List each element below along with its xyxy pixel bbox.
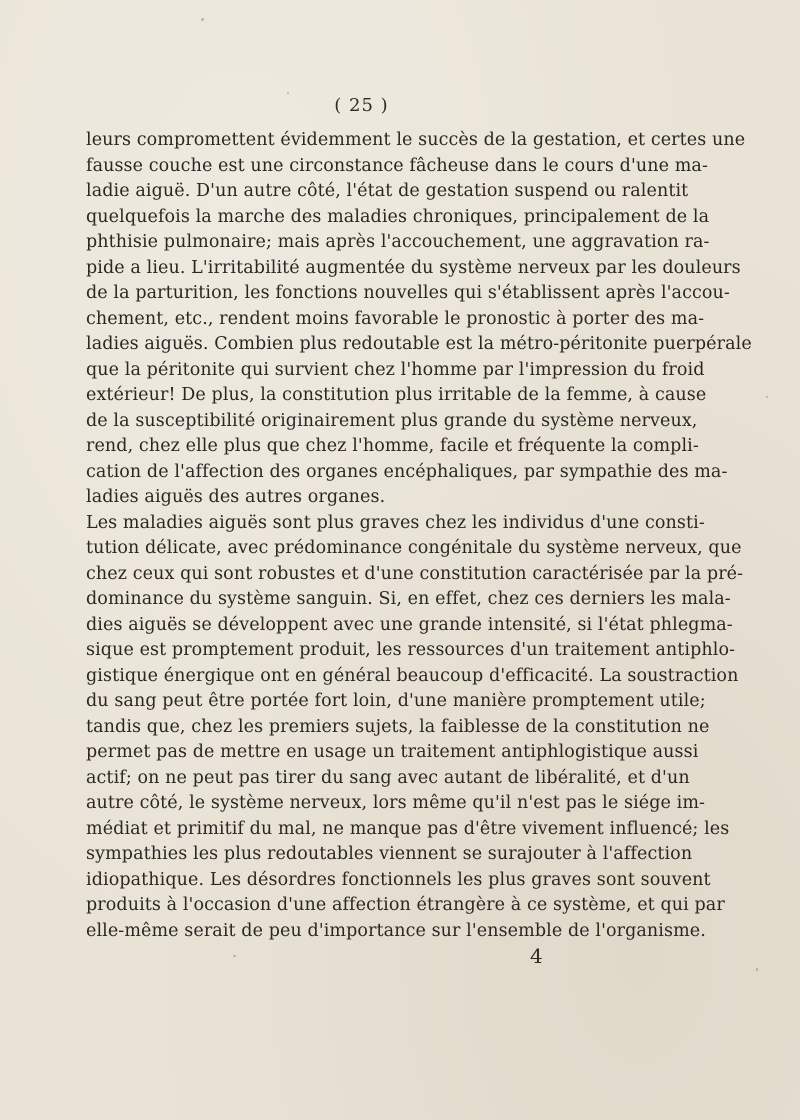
text-line: sympathies les plus redoutables viennent se surajouter à l'affection xyxy=(86,844,693,864)
text-line: de la parturition, les fonctions nouvelles qui s'établissent après l'accou- xyxy=(86,283,730,303)
text-line: tution délicate, avec prédominance congénitale du système nerveux, que xyxy=(86,538,742,558)
paragraph-start-line xyxy=(86,511,705,537)
text-line: dominance du système sanguin. Si, en effet, chez ces derniers les mala- xyxy=(86,589,731,609)
text-line: pide a lieu. L'irritabilité augmentée du système nerveux par les douleurs xyxy=(86,257,741,278)
text-line: de la susceptibilité originairement plus grande du système nerveux, xyxy=(86,410,698,431)
text-line: produits à l'occasion d'une affection étrangère à ce système, et qui par xyxy=(86,895,725,915)
text-line: phthisie pulmonaire; mais après l'accouchement, une aggravation ra- xyxy=(86,232,710,252)
text-line: autre côté, le système nerveux, lors même qu'il n'est pas le siége im- xyxy=(86,793,706,813)
paper-speck xyxy=(287,92,289,94)
text-line: actif; on ne peut pas tirer du sang avec autant de libéralité, et d'un xyxy=(86,767,690,788)
text-line: quelquefois la marche des maladies chroniques, principalement de la xyxy=(86,206,710,227)
text-line: médiat et primitif du mal, ne manque pas d'être vivement influencé; les xyxy=(86,818,730,839)
text-line: gistique énergique ont en général beaucoup d'efficacité. La soustraction xyxy=(86,665,739,686)
text-line: idiopathique. Les désordres fonctionnels les plus graves sont souvent xyxy=(86,869,711,890)
text-line: ladies aiguës. Combien plus redoutable est la métro-péritonite puerpérale xyxy=(86,334,752,354)
signature-mark: 4 xyxy=(530,944,543,968)
text-line-content: Les maladies aiguës sont plus graves chez les individus d'une consti- xyxy=(86,512,705,533)
paper-speck xyxy=(201,18,204,21)
text-line: chez ceux qui sont robustes et d'une constitution caractérisée par la pré- xyxy=(86,563,744,584)
text-line: rend, chez elle plus que chez l'homme, facile et fréquente la compli- xyxy=(86,436,699,456)
text-line: cation de l'affection des organes encéphaliques, par sympathie des ma- xyxy=(86,461,728,482)
text-line: dies aiguës se développent avec une grande intensité, si l'état phlegma- xyxy=(86,614,733,635)
text-line: leurs compromettent évidemment le succès de la gestation, et certes une xyxy=(86,130,746,150)
paper-speck xyxy=(756,968,758,971)
page-number: ( 25 ) xyxy=(334,95,389,116)
text-line: chement, etc., rendent moins favorable le pronostic à porter des ma- xyxy=(86,308,705,329)
paragraph-end-line: ladies aiguës des autres organes. xyxy=(86,487,386,507)
text-line: ladie aiguë. D'un autre côté, l'état de gestation suspend ou ralentit xyxy=(86,181,689,201)
text-line: extérieur! De plus, la constitution plus irritable de la femme, à cause xyxy=(86,385,707,405)
text-line: tandis que, chez les premiers sujets, la faiblesse de la constitution ne xyxy=(86,716,710,737)
paper-speck xyxy=(766,396,768,398)
body-text xyxy=(86,128,752,944)
text-line: sique est promptement produit, les ressources d'un traitement antiphlo- xyxy=(86,640,736,660)
paper-speck xyxy=(233,955,236,957)
text-line: elle-même serait de peu d'importance sur l'ensemble de l'organisme. xyxy=(86,920,706,941)
text-line: permet pas de mettre en usage un traitement antiphlogistique aussi xyxy=(86,742,699,762)
text-line: que la péritonite qui survient chez l'homme par l'impression du froid xyxy=(86,359,705,380)
text-line: fausse couche est une circonstance fâcheuse dans le cours d'une ma- xyxy=(86,155,708,176)
text-line: du sang peut être portée fort loin, d'une manière promptement utile; xyxy=(86,691,706,711)
